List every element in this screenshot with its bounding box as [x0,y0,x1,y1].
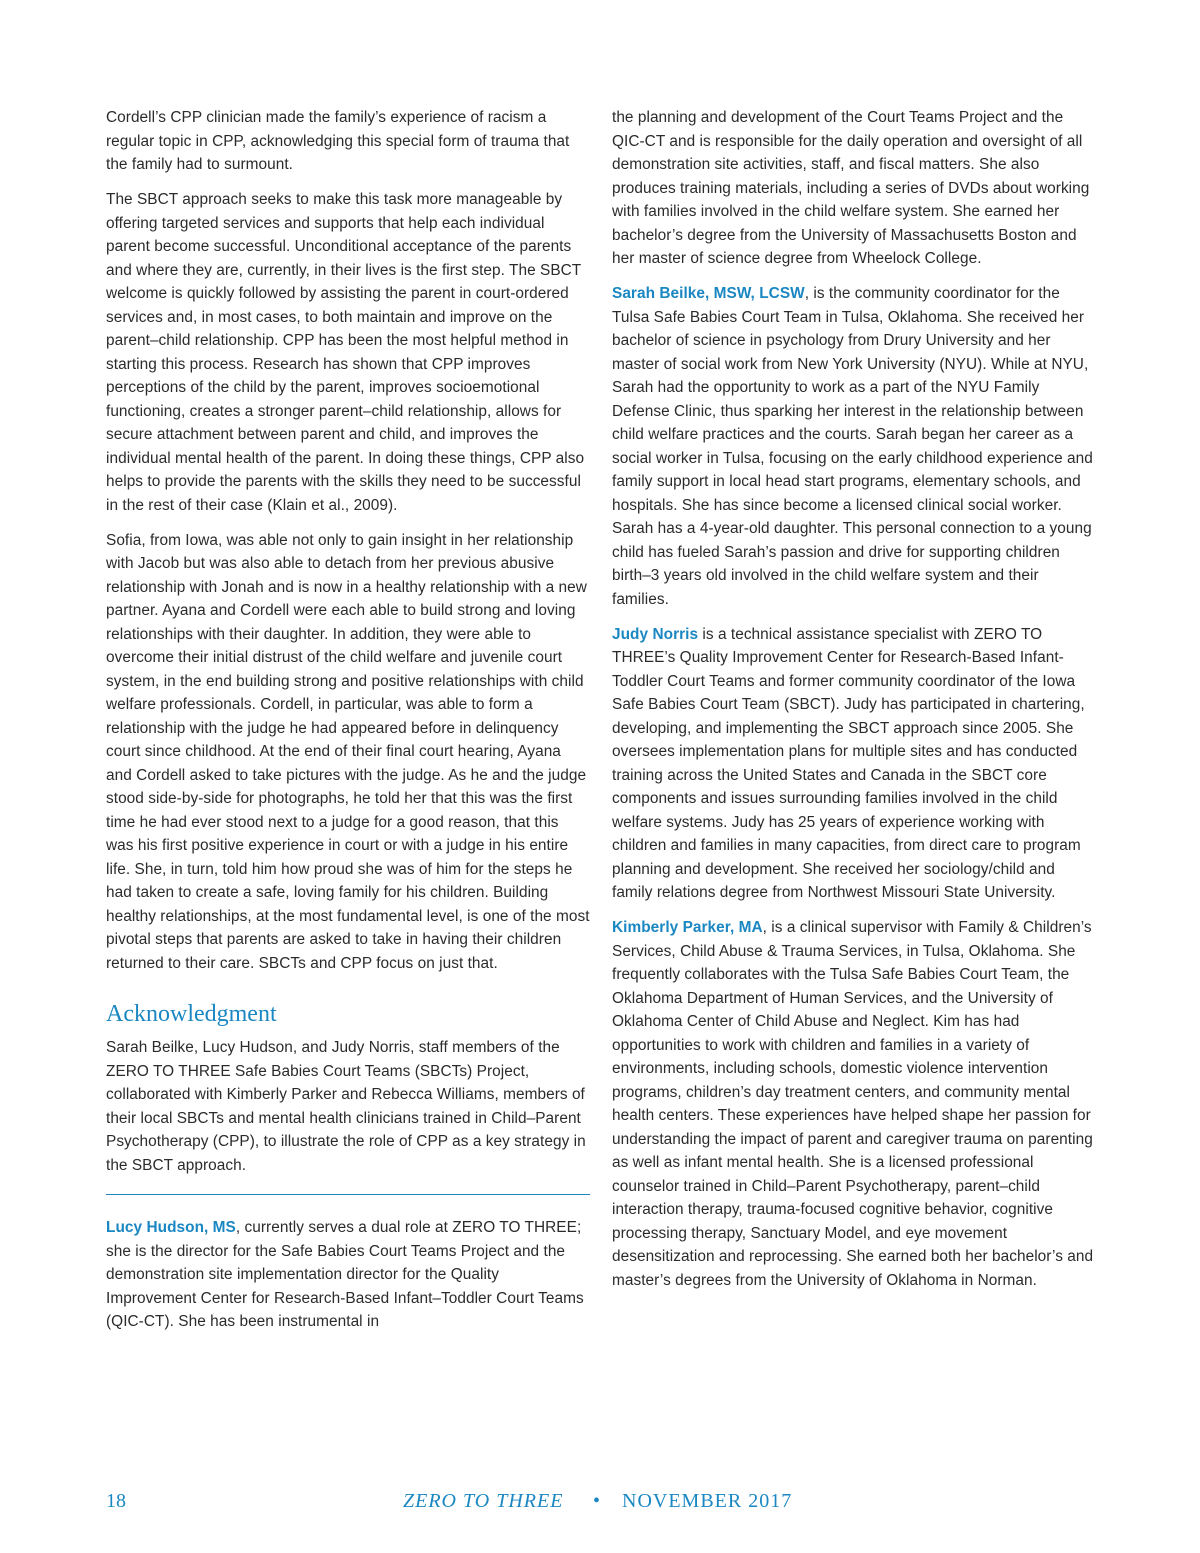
bio-text: is a technical assistance specialist with ZERO TO THREE’s Quality Improvement Center for Research-Based Infant-Toddler Court Teams and former community coordinator of the Iowa Safe Babies Court Team (SBCT). Judy has participated in chartering, developing, and implementing the SBCT approach since 2005. She oversees implementation plans for multiple sites and has conducted training across the United States and Canada in the SBCT core components and issues surrounding families involved in the child welfare systems. Judy has 25 years of experience working with children and families in many capacities, from direct care to program planning and development. She received her sociology/child and family relations degree from Northwest Missouri State University. [612,625,1085,901]
bio-lucy-hudson-continued: the planning and development of the Court Teams Project and the QIC-CT and is responsible for the daily operation and oversight of all demonstration site activities, staff, and fiscal matters. She also produces training materials, including a series of DVDs about working with families involved in the child welfare system. She earned her bachelor’s degree from the University of Massachusetts Boston and her master of science degree from Wheelock College. [612,109,1090,267]
page-footer [106,1488,806,1518]
bio-sarah-beilke [612,282,1098,611]
page-number: 18 [106,1490,126,1512]
publication-name: ZERO TO THREE [403,1490,564,1512]
left-column [106,106,590,1345]
bio-name: Sarah Beilke, MSW, LCSW [612,285,805,302]
bio-name: Kimberly Parker, MA [612,919,763,936]
paragraph-sbct-approach: The SBCT approach seeks to make this task more manageable by offering targeted services and supports that help each individual parent become successful. Unconditional acceptance of the parents and where they are, currently, in their lives is the first step. The SBCT welcome is quickly followed by assisting the parent in court-ordered services and, in most cases, to both maintain and improve on the parent–child relationship. CPP has been the most helpful method in starting this process. Research has shown that CPP improves perceptions of the child by the parent, improves socioemotional functioning, creates a stronger parent–child relationship, allows for secure attachment between parent and child, and improves the individual mental health of the parent. In doing these things, CPP also helps to provide the parents with the skills they need to be successful in the rest of their case (Klain et al., 2009). [106,191,585,514]
acknowledgment-text: Sarah Beilke, Lucy Hudson, and Judy Norris, staff members of the ZERO TO THREE Safe Babies Court Teams (SBCTs) Project, collaborated with Kimberly Parker and Rebecca Williams, members of their local SBCTs and mental health clinicians trained in Child–Parent Psychotherapy (CPP), to illustrate the role of CPP as a key strategy in the SBCT approach. [106,1039,586,1174]
bio-name: Judy Norris [612,625,699,643]
issue-date: NOVEMBER 2017 [622,1490,793,1512]
bio-text: , is the community coordinator for the Tulsa Safe Babies Court Team in Tulsa, Oklahoma. She received her bachelor of science in psychology from Drury University and her master of social work from New York University (NYU). While at NYU, Sarah had the opportunity to work as a part of the NYU Family Defense Clinic, thus sparking her interest in the relationship between child welfare practices and the courts. Sarah began her career as a social worker in Tulsa, focusing on the early childhood experience and family support in local head start programs, elementary schools, and hospitals. She has since become a licensed clinical social worker. Sarah has a 4-year-old daughter. This personal connection to a young child has fueled Sarah’s passion and drive for supporting children birth–3 years old involved in the child welfare system and their families. [612,285,1093,608]
footer-separator: • [593,1490,601,1512]
section-divider [106,1194,590,1195]
bio-judy-norris [612,623,1098,905]
bio-text: , currently serves a dual role at ZERO TO THREE; she is the director for the Safe Babies Court Teams Project and the demonstration site implementation director for the Quality Improvement Center for Research-Based Infant–Toddler Court Teams (QIC-CT). She has been instrumental in [106,1219,584,1330]
paragraph-outcomes: Sofia, from Iowa, was able not only to gain insight in her relationship with Jacob but was also able to detach from her previous abusive relationship with Jonah and is now in a healthy relationship with a new partner. Ayana and Cordell were each able to build strong and loving relationships with their daughter. In addition, they were able to overcome their initial distrust of the child welfare and juvenile court system, in the end building strong and positive relationships with child welfare professionals. Cordell, in particular, was able to form a relationship with the judge he had appeared before in delinquency court since childhood. At the end of their final court hearing, Ayana and Cordell asked to take pictures with the judge. As he and the judge stood side-by-side for photographs, he told her that this was the first time he had ever stood next to a judge for a good reason, that this was his first positive experience in court or with a judge in his entire life. She, in turn, told him how proud she was of him for the steps he had taken to create a safe, loving family for his children. Building healthy relationships, at the most fundamental level, is one of the most pivotal steps that parents are asked to take in having their children returned to their care. SBCTs and CPP focus on just that. [106,531,590,972]
acknowledgment-heading: Acknowledgment [106,1001,277,1027]
right-column [612,106,1098,1304]
bio-name: Lucy Hudson, MS [106,1219,236,1236]
bio-lucy-hudson [106,1216,590,1334]
paragraph-racism: Cordell’s CPP clinician made the family’s experience of racism a regular topic in CPP, acknowledging this special form of trauma that the family had to surmount. [106,109,570,173]
bio-kimberly-parker [612,916,1098,1292]
bio-text: , is a clinical supervisor with Family & Children’s Services, Child Abuse & Trauma Services, in Tulsa, Oklahoma. She frequently collaborates with the Tulsa Safe Babies Court Team, the Oklahoma Department of Human Services, and the University of Oklahoma Center of Child Abuse and Neglect. Kim has had opportunities to work with children and families in a variety of environments, including schools, domestic violence intervention programs, children’s day treatment centers, and community mental health centers. These experiences have helped shape her passion for understanding the impact of parent and caregiver trauma on parenting as well as infant mental health. She is a licensed professional counselor trained in Child–Parent Psychotherapy, parent–child interaction therapy, trauma-focused cognitive behavior, cognitive processing therapy, Sanctuary Model, and eye movement desensitization and reprocessing. She earned both her bachelor’s and master’s degrees from the University of Oklahoma in Norman. [612,919,1094,1289]
